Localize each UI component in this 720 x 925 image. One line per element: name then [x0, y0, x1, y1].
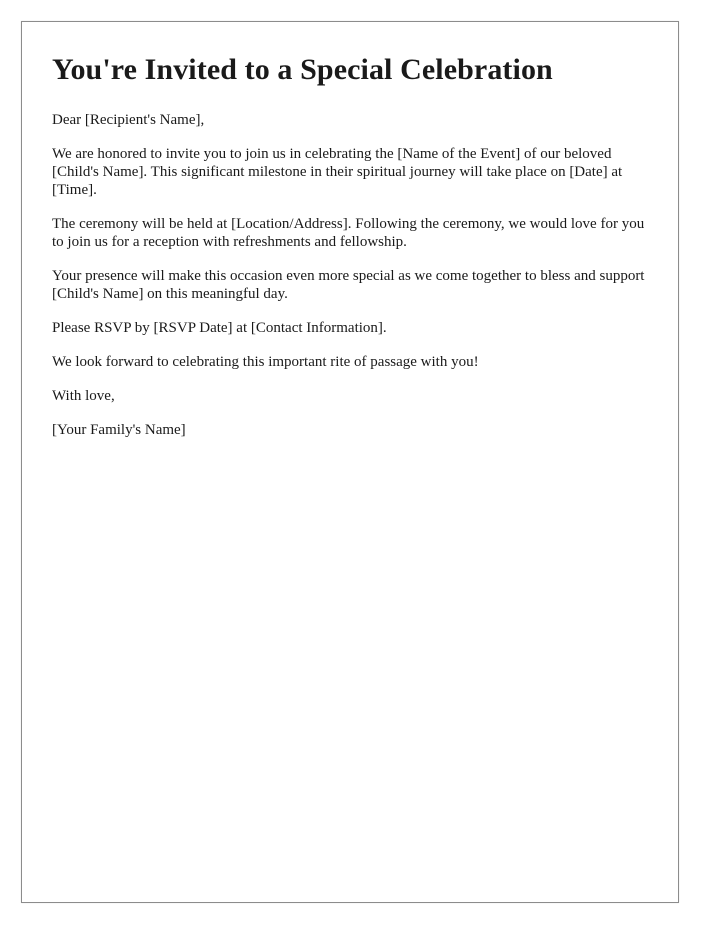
closing: With love, [52, 388, 115, 404]
signature: [Your Family's Name] [52, 422, 186, 438]
paragraph-location: The ceremony will be held at [Location/Address]. Following the ceremony, we would love for you to join us for a reception with refreshments and fellowship. [52, 216, 645, 250]
salutation: Dear [Recipient's Name], [52, 112, 205, 128]
paragraph-invitation: We are honored to invite you to join us in celebrating the [Name of the Event] of our beloved [Child's Name]. This significant milestone in their spiritual journey will take place on [Date] at [Time]. [52, 146, 623, 198]
paragraph-presence: Your presence will make this occasion even more special as we come together to bless and support [Child's Name] on this meaningful day. [52, 268, 645, 302]
paragraph-rsvp: Please RSVP by [RSVP Date] at [Contact Information]. [52, 320, 387, 336]
letter-title: You're Invited to a Special Celebration [52, 53, 553, 86]
letter-content [52, 52, 652, 455]
letter-page [21, 21, 679, 903]
paragraph-look-forward: We look forward to celebrating this important rite of passage with you! [52, 354, 479, 370]
